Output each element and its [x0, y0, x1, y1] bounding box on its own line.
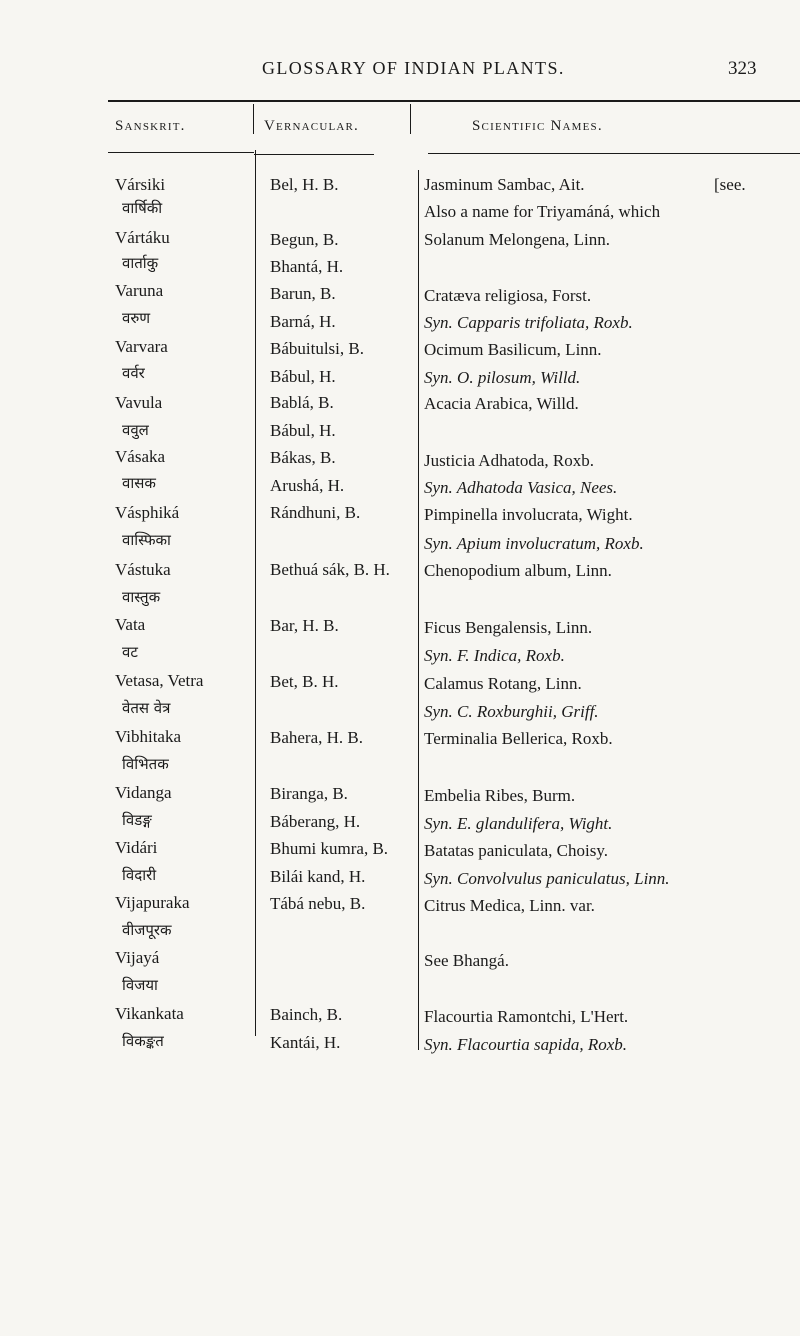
sanskrit-devanagari: विडङ्ग	[122, 811, 152, 829]
scientific-text: Citrus Medica, Linn. var.	[424, 896, 595, 915]
vernacular-name: Bábul, H.	[270, 421, 336, 440]
scientific-name	[424, 505, 633, 525]
vernacular-name: Báberang, H.	[270, 812, 361, 831]
sanskrit-name: Vavula	[115, 393, 163, 412]
synonym-name: E. glandulifera, Wight.	[457, 814, 613, 833]
column-divider-right	[418, 170, 419, 1050]
sanskrit-name: Vibhitaka	[115, 727, 182, 746]
scientific-name	[424, 729, 613, 749]
vernacular-name: Arushá, H.	[270, 476, 345, 495]
scientific-name	[424, 561, 612, 581]
sanskrit-devanagari: विकङ्कत	[122, 1032, 164, 1050]
sanskrit-name: Vástuka	[115, 560, 171, 579]
vernacular-name: Rándhuni, B.	[270, 503, 361, 522]
vernacular-name: Begun, B.	[270, 230, 339, 249]
scientific-name	[424, 340, 602, 360]
vernacular-name: Tábá nebu, B.	[270, 894, 366, 913]
sanskrit-name: Vártáku	[115, 228, 170, 247]
syn-label: Syn.	[424, 313, 458, 332]
table-top-rule	[108, 100, 800, 102]
sanskrit-name: Vijayá	[115, 948, 160, 967]
vernacular-header-rule	[254, 154, 374, 155]
vernacular-name: Bhantá, H.	[270, 257, 344, 276]
sanskrit-devanagari: वार्षिकी	[122, 199, 163, 217]
sanskrit-devanagari: वार्ताकु	[122, 254, 159, 272]
scientific-name	[424, 175, 746, 195]
vernacular-name: Bel, H. B.	[270, 175, 339, 194]
vernacular-name: Bet, B. H.	[270, 672, 339, 691]
column-divider-left	[255, 150, 256, 1036]
sanskrit-name: Vásaka	[115, 447, 166, 466]
vernacular-name: Bhumi kumra, B.	[270, 839, 389, 858]
synonym-line	[424, 814, 612, 834]
scientific-text: Cratæva religiosa, Forst.	[424, 286, 592, 305]
synonym-line	[424, 646, 565, 666]
vernacular-name: Barun, B.	[270, 284, 336, 303]
column-header-scientific: Scientific Names.	[472, 118, 603, 134]
page-number: 323	[728, 58, 757, 79]
vernacular-name: Bábul, H.	[270, 367, 336, 386]
syn-label: Syn.	[424, 478, 457, 497]
synonym-name: Convolvulus paniculatus, Linn.	[457, 869, 670, 888]
sanskrit-devanagari: वासक	[122, 474, 156, 492]
running-head	[0, 58, 800, 88]
scientific-text: Acacia Arabica, Willd.	[424, 394, 579, 413]
scientific-text: Ficus Bengalensis, Linn.	[424, 618, 593, 637]
scientific-header-rule	[428, 153, 800, 154]
synonym-name: F. Indica, Roxb.	[457, 646, 565, 665]
vernacular-name: Bilái kand, H.	[270, 867, 366, 886]
syn-label: Syn.	[424, 702, 458, 721]
sanskrit-name: Varvara	[115, 337, 168, 356]
synonym-line	[424, 478, 617, 498]
synonym-name: Capparis trifoliata, Roxb.	[457, 313, 633, 332]
scientific-name	[424, 202, 660, 222]
scientific-text: Jasminum Sambac, Ait.	[424, 175, 585, 194]
running-title: GLOSSARY OF INDIAN PLANTS.	[262, 58, 565, 78]
sanskrit-devanagari: वास्तुक	[122, 588, 161, 606]
scientific-name	[424, 286, 591, 306]
sanskrit-name: Vijapuraka	[115, 893, 190, 912]
syn-label: Syn.	[424, 814, 458, 833]
scientific-text: Embelia Ribes, Burm.	[424, 786, 576, 805]
see-note: [see.	[714, 175, 746, 194]
syn-label: Syn.	[424, 368, 458, 387]
synonym-line	[424, 534, 644, 554]
sanskrit-devanagari: वास्फिका	[122, 531, 171, 549]
sanskrit-devanagari: ववुल	[122, 421, 149, 439]
vernacular-name: Barná, H.	[270, 312, 336, 331]
sanskrit-name: Vidári	[115, 838, 158, 857]
scientific-text: Solanum Melongena, Linn.	[424, 230, 611, 249]
sanskrit-name: Vetasa, Vetra	[115, 671, 204, 690]
vernacular-name: Biranga, B.	[270, 784, 348, 803]
sanskrit-devanagari: विभितक	[122, 755, 169, 773]
scientific-name	[424, 896, 595, 916]
synonym-name: Apium involucratum, Roxb.	[456, 534, 644, 553]
scientific-name	[424, 394, 579, 414]
synonym-name: O. pilosum, Willd.	[457, 368, 581, 387]
vernacular-name: Bahera, H. B.	[270, 728, 364, 747]
scientific-name	[424, 230, 610, 250]
sanskrit-name: Varuna	[115, 281, 164, 300]
column-header-sanskrit: Sanskrit.	[115, 118, 186, 134]
scientific-text: Calamus Rotang, Linn.	[424, 674, 582, 693]
syn-label: Syn.	[424, 646, 458, 665]
scientific-name	[424, 674, 582, 694]
vernacular-name: Bainch, B.	[270, 1005, 343, 1024]
synonym-name: Flacourtia sapida, Roxb.	[457, 1035, 628, 1054]
vernacular-name: Bablá, B.	[270, 393, 334, 412]
synonym-name: C. Roxburghii, Griff.	[457, 702, 599, 721]
vernacular-name: Bar, H. B.	[270, 616, 339, 635]
scientific-text: Batatas paniculata, Choisy.	[424, 841, 608, 860]
scientific-name	[424, 1007, 628, 1027]
sanskrit-name: Vata	[115, 615, 146, 634]
syn-label: Syn.	[424, 1035, 458, 1054]
synonym-line	[424, 702, 599, 722]
scientific-text: Pimpinella involucrata, Wight.	[424, 505, 633, 524]
sanskrit-devanagari: वर्वर	[122, 364, 145, 382]
scientific-text: Justicia Adhatoda, Roxb.	[424, 451, 594, 470]
scientific-name	[424, 618, 592, 638]
syn-label: Syn.	[424, 534, 457, 553]
synonym-line	[424, 1035, 627, 1055]
scientific-text: Also a name for Triyamáná, which	[424, 202, 661, 221]
sanskrit-devanagari: वरुण	[122, 309, 151, 327]
vernacular-name: Bethuá sák, B. H.	[270, 560, 390, 579]
vernacular-name: Bábuitulsi, B.	[270, 339, 364, 358]
scientific-text: Terminalia Bellerica, Roxb.	[424, 729, 613, 748]
scientific-text: Ocimum Basilicum, Linn.	[424, 340, 602, 359]
synonym-line	[424, 869, 670, 889]
scientific-name	[424, 451, 594, 471]
scientific-text: Chenopodium album, Linn.	[424, 561, 612, 580]
sanskrit-devanagari: वट	[122, 643, 138, 661]
synonym-line	[424, 368, 580, 388]
scientific-text: See Bhangá.	[424, 951, 509, 970]
sanskrit-header-rule	[108, 152, 254, 153]
sanskrit-devanagari: विदारी	[122, 866, 157, 884]
scientific-name	[424, 841, 608, 861]
sanskrit-name: Vásphiká	[115, 503, 180, 522]
scientific-name	[424, 951, 509, 971]
sanskrit-name: Vidanga	[115, 783, 172, 802]
vernacular-name: Kantái, H.	[270, 1033, 341, 1052]
syn-label: Syn.	[424, 869, 458, 888]
vernacular-name: Bákas, B.	[270, 448, 336, 467]
sanskrit-devanagari: वीजपूरक	[122, 921, 172, 939]
column-header-vernacular: Vernacular.	[264, 118, 360, 134]
column-divider-1	[253, 104, 254, 134]
sanskrit-name: Vikankata	[115, 1004, 184, 1023]
sanskrit-devanagari: वेतस वेत्र	[122, 699, 171, 717]
sanskrit-devanagari: विजया	[122, 976, 158, 994]
scientific-text: Flacourtia Ramontchi, L'Hert.	[424, 1007, 629, 1026]
scientific-name	[424, 786, 575, 806]
sanskrit-name: Vársiki	[115, 175, 166, 194]
column-divider-2	[410, 104, 411, 134]
synonym-line	[424, 313, 633, 333]
synonym-name: Adhatoda Vasica, Nees.	[456, 478, 618, 497]
